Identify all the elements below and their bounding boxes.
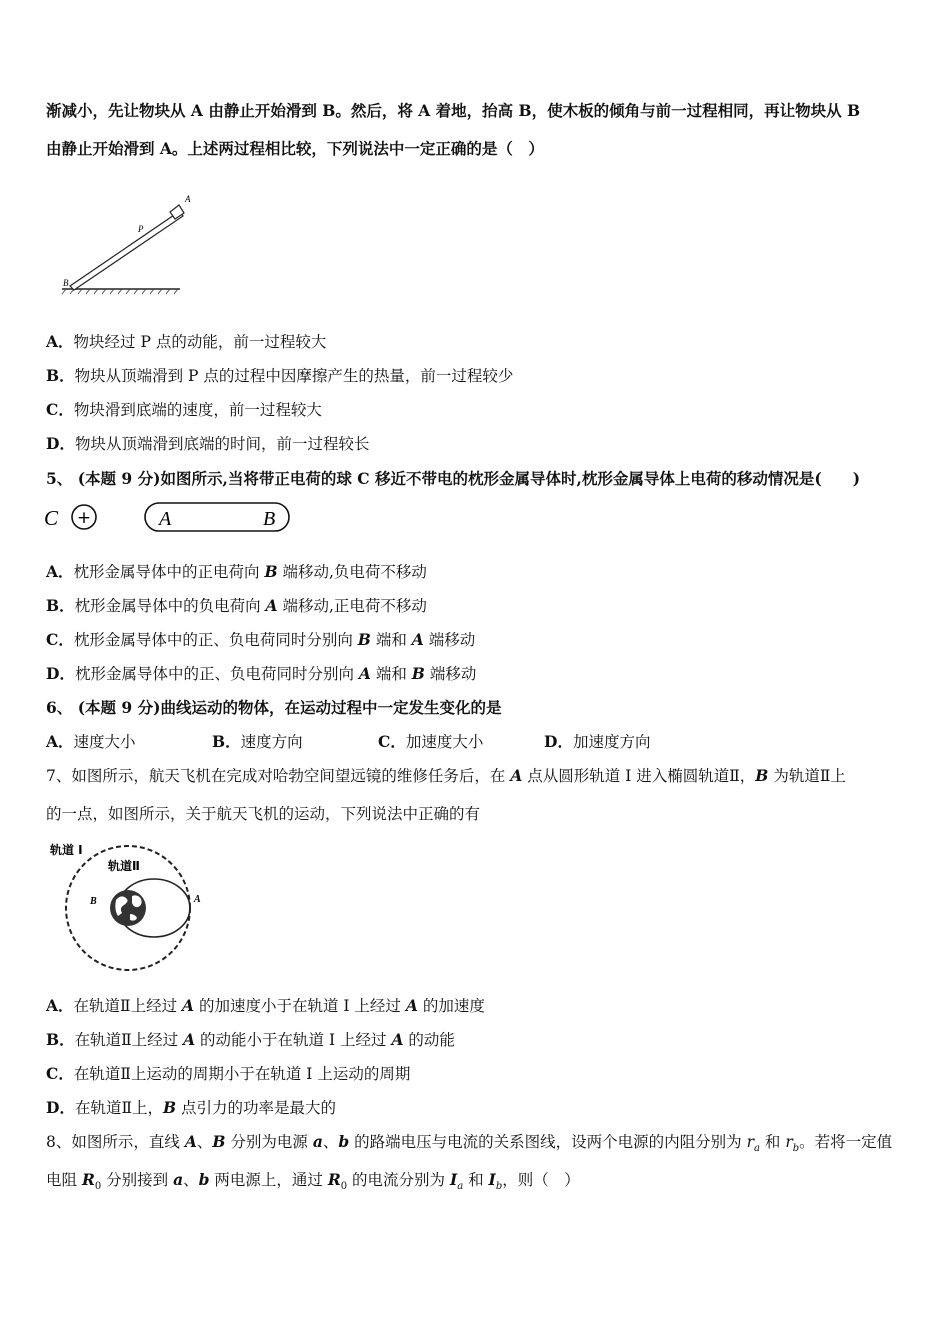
q4-option-b[interactable] xyxy=(46,365,513,387)
q8-sub: 0 xyxy=(94,1181,102,1193)
option-text: 点引力的功率是最大的 xyxy=(176,1099,337,1117)
q7-text: 点从圆形轨道 I 进入椭圆轨道Ⅱ， xyxy=(522,767,756,785)
q7-var: A xyxy=(510,766,523,785)
q8-sub: a xyxy=(754,1143,760,1155)
option-text: 端和 xyxy=(370,665,412,683)
q4-stem-line1: 渐减小，先让物块从 A 由静止开始滑到 B。然后，将 A 着地，抬高 B，使木板的倾角与前一过程相同，再让物块从 B xyxy=(46,101,861,120)
q6-text: 曲线运动的物体，在运动过程中一定发生变化的是 xyxy=(160,698,502,717)
q8-var: B xyxy=(212,1132,226,1151)
label-b: B xyxy=(90,896,97,907)
option-var: A xyxy=(411,630,424,649)
orbit-figure xyxy=(46,838,216,976)
label-orbit-two: 轨道Ⅱ xyxy=(108,859,140,873)
label-orbit-one: 轨道 I xyxy=(50,843,83,857)
q8-text: 电阻 xyxy=(46,1171,82,1189)
q8-var: A xyxy=(184,1132,197,1151)
option-var: A xyxy=(265,596,278,615)
option-text: 的加速度 xyxy=(417,997,485,1015)
q7-option-b[interactable] xyxy=(46,1029,455,1051)
option-text: 枕形金属导体中的负电荷向 xyxy=(74,597,266,615)
option-label: B． xyxy=(46,596,75,615)
q8-stem-line1 xyxy=(46,1131,892,1160)
q8-text: 和 xyxy=(759,1133,786,1151)
q8-number: 8、 xyxy=(46,1133,72,1151)
q5-option-c[interactable] xyxy=(46,629,475,651)
label-a: A xyxy=(185,194,191,204)
q8-var: R xyxy=(327,1170,341,1189)
option-text: 物块从顶端滑到 P 点的过程中因摩擦产生的热量，前一过程较少 xyxy=(74,367,514,385)
q8-text: 的路端电压与电流的关系图线，设两个电源的内阻分别为 xyxy=(349,1133,747,1151)
q7-option-a[interactable] xyxy=(46,995,485,1017)
q5-stem xyxy=(46,468,860,490)
q8-var: a xyxy=(312,1132,323,1151)
option-text: 端移动,正电荷不移动 xyxy=(277,597,427,615)
option-text: 枕形金属导体中的正、负电荷同时分别向 xyxy=(73,631,358,649)
q8-var: b xyxy=(338,1132,350,1151)
q5-text: 如图所示,当将带正电荷的球 C 移近不带电的枕形金属导体时,枕形金属导体上电荷的移动情况是( ) xyxy=(160,469,861,488)
q6-option-a[interactable] xyxy=(46,731,212,753)
option-var: A xyxy=(182,996,195,1015)
plus-sign: + xyxy=(76,508,92,528)
option-text: 加速度大小 xyxy=(405,733,484,751)
option-label: B． xyxy=(212,732,241,751)
option-label: C． xyxy=(46,630,74,649)
q7-option-c[interactable] xyxy=(46,1063,410,1085)
q8-var: R xyxy=(81,1170,95,1189)
q7-option-d[interactable] xyxy=(46,1097,336,1119)
label-a: A xyxy=(194,894,201,905)
q8-text: 分别接到 xyxy=(101,1171,174,1189)
option-var: B xyxy=(357,630,371,649)
q6-stem xyxy=(46,697,501,719)
q7-text: 如图所示，航天飞机在完成对哈勃空间望远镜的维修任务后，在 xyxy=(71,767,511,785)
label-p: P xyxy=(138,224,144,234)
q8-text: 。若将一定值 xyxy=(799,1133,893,1151)
q5-score: (本题 9 分) xyxy=(77,469,161,488)
q8-sub: b xyxy=(792,1143,800,1155)
option-text: 的动能 xyxy=(403,1031,455,1049)
q8-text: 、 xyxy=(196,1133,213,1151)
q7-stem-line2: 的一点，如图所示，关于航天飞机的运动，下列说法中正确的有 xyxy=(46,805,481,823)
q8-text: 如图所示，直线 xyxy=(71,1133,185,1151)
q8-var: I xyxy=(488,1170,496,1189)
q5-option-b[interactable] xyxy=(46,595,427,617)
q4-option-a[interactable] xyxy=(46,331,326,353)
option-var: A xyxy=(391,1030,404,1049)
option-text: 物块滑到底端的速度，前一过程较大 xyxy=(73,401,322,419)
q8-text: 和 xyxy=(463,1171,489,1189)
label-a: A xyxy=(159,508,172,530)
option-var: B xyxy=(264,562,278,581)
option-text: 端移动,负电荷不移动 xyxy=(277,563,427,581)
option-text: 速度方向 xyxy=(240,733,303,751)
option-text: 加速度方向 xyxy=(572,733,651,751)
q6-option-d[interactable] xyxy=(544,731,650,753)
q6-number: 6、 xyxy=(46,698,73,717)
inclined-board-figure xyxy=(58,190,198,300)
option-text: 的动能小于在轨道 I 上经过 xyxy=(195,1031,392,1049)
option-label: B． xyxy=(46,366,75,385)
option-label: C． xyxy=(378,732,406,751)
option-label: A． xyxy=(46,732,74,751)
option-var: B xyxy=(163,1098,177,1117)
label-c: C xyxy=(44,506,59,530)
option-text: 枕形金属导体中的正、负电荷同时分别向 xyxy=(74,665,359,683)
q7-text: 为轨道Ⅱ上 xyxy=(768,767,846,785)
inclined-board xyxy=(70,211,183,290)
q8-stem-line2 xyxy=(46,1169,580,1198)
q8-var: I xyxy=(449,1170,458,1189)
q6-option-b[interactable] xyxy=(212,731,378,753)
q8-text: 两电源上，通过 xyxy=(209,1171,328,1189)
q8-sub: a xyxy=(457,1181,464,1193)
q7-var: B xyxy=(755,766,769,785)
q5-number: 5、 xyxy=(46,469,73,488)
option-text: 速度大小 xyxy=(73,733,136,751)
option-label: D． xyxy=(46,434,75,453)
q8-var: b xyxy=(198,1170,210,1189)
option-text: 端和 xyxy=(370,631,412,649)
option-var: A xyxy=(405,996,418,1015)
option-var: A xyxy=(183,1030,196,1049)
q4-stem-line2: 由静止开始滑到 A。上述两过程相比较，下列说法中一定正确的是（ ） xyxy=(46,139,544,158)
q8-text: 、 xyxy=(183,1171,199,1189)
q6-options xyxy=(46,731,650,753)
q8-text: ，则（ ） xyxy=(502,1171,580,1189)
ground-hatch xyxy=(62,289,178,294)
q8-text: 的电流分别为 xyxy=(347,1171,450,1189)
q8-var: r xyxy=(785,1133,793,1151)
label-b: B xyxy=(63,278,69,288)
option-label: A． xyxy=(46,996,74,1015)
option-label: D． xyxy=(544,732,573,751)
option-label: D． xyxy=(46,664,75,683)
charged-conductor-figure xyxy=(44,500,294,534)
option-label: C． xyxy=(46,400,74,419)
q4-option-d[interactable] xyxy=(46,433,369,455)
option-var: B xyxy=(411,664,425,683)
option-text: 在轨道Ⅱ上， xyxy=(74,1099,163,1117)
option-text: 端移动 xyxy=(423,631,476,649)
option-text: 在轨道Ⅱ上运动的周期小于在轨道 I 上运动的周期 xyxy=(73,1065,411,1083)
q8-var: r xyxy=(746,1133,755,1151)
option-text: 物块从顶端滑到底端的时间，前一过程较长 xyxy=(74,435,370,453)
q5-option-d[interactable] xyxy=(46,663,476,685)
option-text: 的加速度小于在轨道 I 上经过 xyxy=(194,997,406,1015)
option-label: A． xyxy=(46,562,74,581)
q8-text: 分别为电源 xyxy=(225,1133,313,1151)
option-label: C． xyxy=(46,1064,74,1083)
q7-number: 7、 xyxy=(46,767,72,785)
q6-option-c[interactable] xyxy=(378,731,544,753)
option-text: 端移动 xyxy=(424,665,477,683)
option-text: 在轨道Ⅱ上经过 xyxy=(73,997,182,1015)
option-var: A xyxy=(358,664,371,683)
q4-option-c[interactable] xyxy=(46,399,322,421)
option-text: 物块经过 P 点的动能，前一过程较大 xyxy=(73,333,327,351)
option-text: 枕形金属导体中的正电荷向 xyxy=(73,563,265,581)
q7-stem-line1 xyxy=(46,765,846,787)
option-text: 在轨道Ⅱ上经过 xyxy=(74,1031,184,1049)
q8-text: 、 xyxy=(322,1133,339,1151)
option-label: B． xyxy=(46,1030,75,1049)
q8-sub: b xyxy=(495,1181,503,1193)
option-label: A． xyxy=(46,332,74,351)
label-b: B xyxy=(263,508,276,530)
option-label: D． xyxy=(46,1098,75,1117)
q6-score: (本题 9 分) xyxy=(77,698,161,717)
q8-sub: 0 xyxy=(340,1181,348,1193)
q5-option-a[interactable] xyxy=(46,561,427,583)
q8-var: a xyxy=(173,1170,184,1189)
